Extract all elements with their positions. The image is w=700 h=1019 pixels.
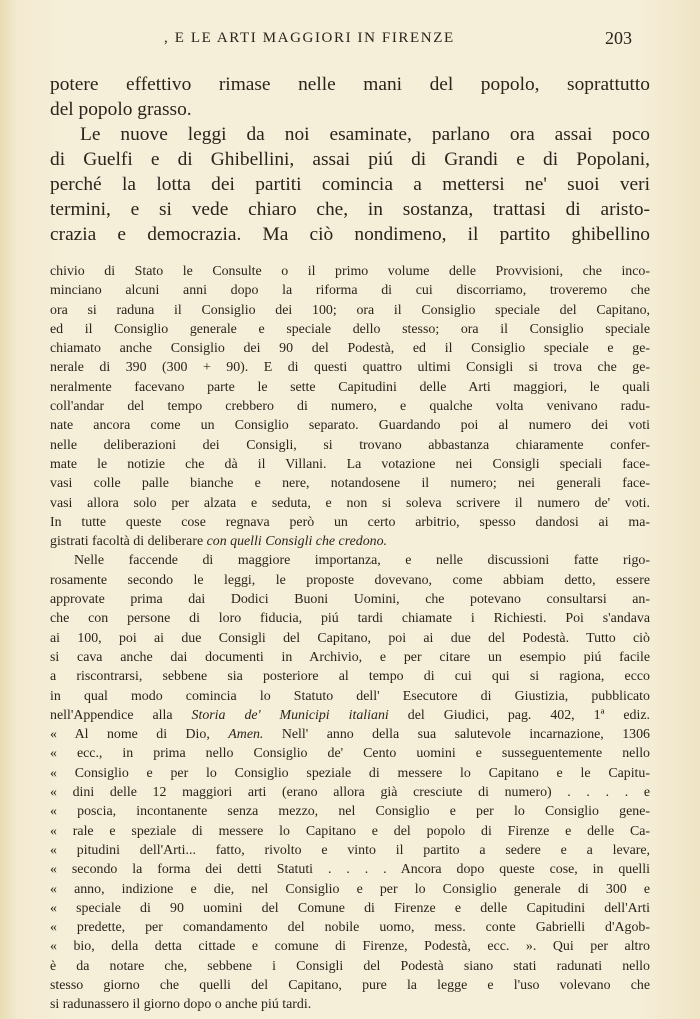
note-line: approvate prima dai Dodici Buoni Uomini, che potevano consultarsi an- [50, 592, 650, 608]
quote-line: « anno, indizione e die, nel Consiglio e per lo Consiglio generale di 300 e [50, 881, 650, 897]
main-text [50, 72, 650, 247]
note-line: vasi colle palle bianche e nere, notandosene il numero; nei generali face- [50, 476, 650, 492]
quote-line: « poscia, incontanente senza mezzo, nel Consiglio e per lo Consiglio gene- [50, 804, 650, 820]
quote-line: « dini delle 12 maggiori arti (erano allora già cresciute di numero) . . . . e [50, 785, 650, 801]
main-paragraph-1 [50, 72, 650, 122]
quote-line: « bio, della detta cittade e comune di Firenze, Podestà, ecc. ». Qui per altro [50, 939, 650, 955]
footnote-paragraph-2 [50, 551, 650, 1014]
note-text: Nell' anno della sua salutevole incarnazione, 1306 [263, 727, 650, 743]
note-line: ora si raduna il Consiglio dei 100; ora il Consiglio speciale del Capitano, [50, 302, 650, 318]
note-line: coll'andar del tempo crebbero di numero, e qualche volta venivano radu- [50, 399, 650, 415]
note-text: nell'Appendice alla [50, 707, 192, 723]
note-line: minciano alcuni anni dopo la riforma di cui discorriamo, troveremo che [50, 283, 650, 299]
text-line: crazia e democrazia. Ma ciò nondimeno, il partito ghibellino [50, 224, 650, 245]
text-line: termini, e si vede chiaro che, in sostanza, trattasi di aristo- [50, 199, 650, 220]
note-line: che con persone di loro fiducia, piú tardi chiamate i Richiesti. Poi s'andava [50, 611, 650, 627]
text-line: perché la lotta dei partiti comincia a mettersi ne' suoi veri [50, 174, 650, 195]
note-text: « Al nome di Dio, [50, 727, 229, 743]
note-text: gistrati facoltà di deliberare [50, 534, 207, 550]
note-line: ed il Consiglio generale e speciale dello stesso; ora il Consiglio speciale [50, 321, 650, 337]
note-line: stesso giorno che quelli del Capitano, pure la legge e l'uso volevano che [50, 977, 650, 993]
quote-line: « ecc., in prima nello Consiglio de' Cento uomini e susseguentemente nello [50, 746, 650, 762]
italic-quote: con quelli Consigli che credono. [206, 534, 388, 550]
note-line: vasi allora solo per alzata e seduta, e non si soleva scrivere il numero de' voti. [50, 495, 650, 511]
quote-line: « secondo la forma dei detti Statuti . . . . Ancora dopo queste cose, in quelli [50, 862, 650, 878]
note-line [50, 532, 650, 551]
text-line: di Guelfi e di Ghibellini, assai piú di Grandi e di Popolani, [50, 149, 650, 170]
note-line: rosamente secondo le leggi, le proposte dovevano, come abbiam detto, essere [50, 572, 650, 588]
footnote-paragraph-1 [50, 262, 650, 551]
text-line: del popolo grasso. [50, 99, 192, 120]
note-line: in qual modo comincia lo Statuto dell' Esecutore di Giustizia, pubblicato [50, 688, 650, 704]
note-line: mate le notizie che dà il Villani. La votazione nei Consigli speciali face- [50, 456, 650, 472]
note-line: chiamato anche Consiglio dei 90 del Podestà, ed il Consiglio speciale e ge- [50, 341, 650, 357]
note-text: del Giudici, pag. 402, 1ª ediz. [388, 707, 650, 723]
running-title: , E LE ARTI MAGGIORI IN FIRENZE [164, 30, 455, 46]
text-line: potere effettivo rimase nelle mani del popolo, soprattutto [50, 74, 650, 95]
quote-line: « rale e speziale di messere lo Capitano e del popolo di Firenze e delle Ca- [50, 823, 650, 839]
note-line: è da notare che, sebbene i Consigli del Podestà siano stati radunati nello [50, 958, 650, 974]
note-line: nate ancora come un Consiglio separato. Guardando poi al numero dei voti [50, 418, 650, 434]
note-line: si radunassero il giorno dopo o anche piú tardi. [50, 997, 312, 1013]
quote-line: « predette, per comandamento del nobile uomo, mess. conte Gabrielli d'Agob- [50, 920, 650, 936]
quote-line: « pitudini dell'Arti... fatto, rivolto e vinto il partito a sedere e a levare, [50, 842, 650, 858]
note-line: ai 100, poi ai due Consigli del Capitano, poi ai due del Podestà. Tutto ciò [50, 630, 650, 646]
note-line: neralmente facevano parte le sette Capitudini delle Arti maggiori, le quali [50, 379, 650, 395]
note-line: si cava anche dai documenti in Archivio, e per citare un esempio piú facile [50, 649, 650, 665]
page-number: 203 [605, 28, 632, 48]
note-line: a riscontrarsi, sebbene sia posteriore al tempo di cui qui si ragiona, ecco [50, 669, 650, 685]
note-line [50, 725, 650, 744]
note-line: Nelle faccende di maggiore importanza, e nelle discussioni fatte rigo- [74, 553, 650, 569]
italic-word: Amen. [228, 727, 264, 743]
note-line: nerale di 390 (300 + 90). E di questi quattro ultimi Consigli si trova che ge- [50, 360, 650, 376]
page-header [52, 28, 652, 54]
text-line: Le nuove leggi da noi esaminate, parlano ora assai poco [80, 124, 650, 145]
quote-line: « Consiglio e per lo Consiglio speziale di messere lo Capitano e le Capitu- [50, 765, 650, 781]
footnotes [50, 262, 650, 1015]
note-line: In tutte queste cose regnava però un certo arbitrio, spesso dandosi ai ma- [50, 514, 650, 530]
note-line: nelle deliberazioni dei Consigli, si trovano abbastanza chiaramente confer- [50, 437, 650, 453]
note-line [50, 706, 650, 725]
italic-title: Storia de' Municipi italiani [191, 707, 389, 723]
note-line: chivio di Stato le Consulte o il primo volume delle Provvisioni, che inco- [50, 264, 650, 279]
quote-line: « speciale di 90 uomini del Comune di Firenze e delle Capitudini dell'Arti [50, 900, 650, 916]
main-paragraph-2 [50, 122, 650, 247]
